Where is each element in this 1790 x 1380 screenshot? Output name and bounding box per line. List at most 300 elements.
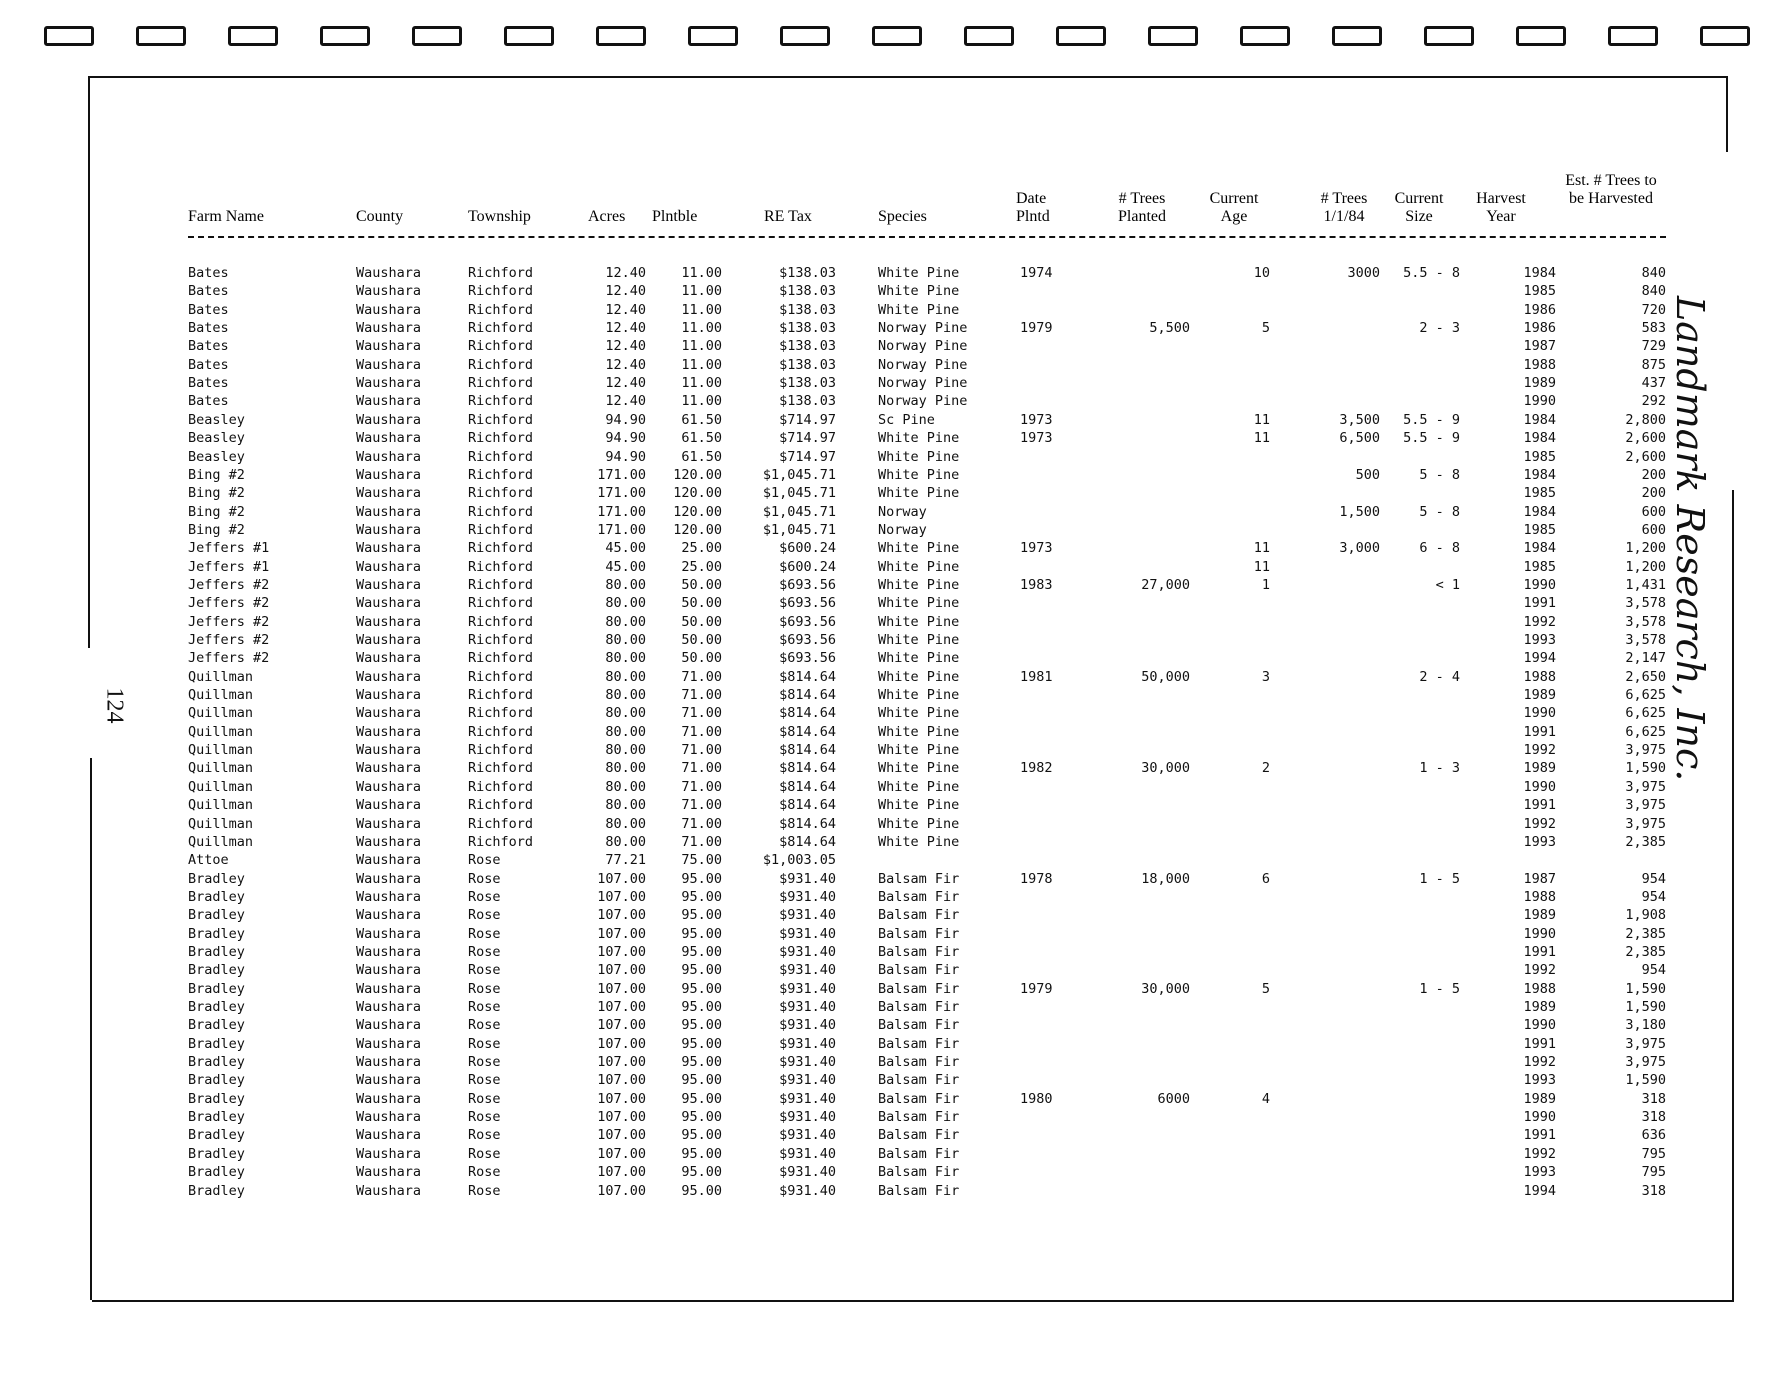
cell-township: Richford (468, 301, 534, 318)
cell-harvest-year: 1991 (1523, 595, 1556, 612)
cell-harvest-year: 1990 (1523, 705, 1556, 722)
cell-acres: 107.00 (597, 1090, 646, 1107)
cell-county: Waushara (356, 999, 422, 1015)
cell-current-size: 2 - 3 (1419, 320, 1460, 337)
cell-trees-planted: 18,000 (1141, 870, 1190, 887)
cell-township: Rose (468, 943, 501, 960)
cell-re-tax: $600.24 (779, 558, 836, 575)
cell-county: Waushara (356, 1090, 422, 1107)
cell-township: Richford (468, 632, 534, 648)
cell-acres: 77.21 (605, 852, 646, 869)
cell-current-age: 3 (1261, 668, 1270, 685)
cell-farm-name: Bradley (188, 925, 245, 942)
cell-acres: 107.00 (597, 1145, 646, 1162)
cell-current-size: 5.5 - 9 (1403, 411, 1460, 428)
cell-acres: 171.00 (597, 485, 646, 502)
cell-re-tax: $931.40 (779, 925, 836, 942)
cell-farm-name: Jeffers #2 (188, 632, 270, 648)
cell-harvest-year: 1985 (1523, 283, 1556, 300)
cell-plntble: 61.50 (681, 411, 722, 428)
cell-acres: 107.00 (597, 1164, 646, 1181)
cell-acres: 80.00 (605, 650, 646, 667)
cell-re-tax: $931.40 (779, 1145, 836, 1162)
cell-est-trees: 3,180 (1625, 1017, 1666, 1034)
cell-acres: 12.40 (605, 375, 646, 392)
binder-hole (1700, 26, 1750, 46)
cell-harvest-year: 1990 (1523, 393, 1556, 410)
cell-plntble: 95.00 (681, 980, 722, 997)
cell-species: Balsam Fir (878, 980, 960, 997)
cell-est-trees: 795 (1641, 1145, 1666, 1162)
cell-farm-name: Bates (188, 393, 229, 410)
cell-plntble: 95.00 (681, 1054, 722, 1071)
cell-county: Waushara (356, 870, 422, 887)
cell-acres: 45.00 (605, 540, 646, 557)
cell-farm-name: Bradley (188, 943, 245, 960)
cell-county: Waushara (356, 815, 422, 832)
cell-acres: 107.00 (597, 962, 646, 979)
cell-farm-name: Jeffers #2 (188, 650, 270, 667)
cell-acres: 107.00 (597, 1072, 646, 1089)
cell-harvest-year: 1990 (1523, 778, 1556, 795)
cell-township: Richford (468, 430, 534, 447)
cell-acres: 12.40 (605, 393, 646, 410)
cell-re-tax: $693.56 (779, 650, 836, 667)
cell-est-trees: 2,385 (1625, 833, 1666, 850)
cell-farm-name: Bates (188, 301, 229, 318)
binder-hole (1608, 26, 1658, 46)
cell-farm-name: Bing #2 (188, 521, 245, 538)
cell-current-age: 6 (1261, 870, 1270, 887)
cell-date-plntd: 1973 (1020, 430, 1053, 447)
cell-township: Richford (468, 356, 534, 373)
cell-harvest-year: 1985 (1523, 521, 1556, 538)
cell-farm-name: Bradley (188, 888, 245, 905)
cell-harvest-year: 1991 (1523, 1035, 1556, 1052)
cell-current-age: 11 (1253, 540, 1270, 557)
cell-est-trees: 795 (1641, 1164, 1666, 1181)
page-number: 124 (101, 687, 128, 724)
cell-trees-1184: 3,500 (1339, 411, 1380, 428)
cell-county: Waushara (356, 778, 422, 795)
binder-hole (44, 26, 94, 46)
cell-acres: 107.00 (597, 888, 646, 905)
cell-date-plntd: 1983 (1020, 576, 1053, 593)
cell-re-tax: $714.97 (779, 448, 836, 465)
cell-plntble: 71.00 (681, 833, 722, 850)
cell-plntble: 95.00 (681, 999, 722, 1015)
cell-harvest-year: 1985 (1523, 485, 1556, 502)
header-current-size: Current Size (1394, 190, 1444, 225)
header-township: Township (468, 208, 531, 225)
cell-date-plntd: 1979 (1020, 980, 1053, 997)
binder-hole (872, 26, 922, 46)
cell-township: Richford (468, 283, 534, 300)
cell-harvest-year: 1989 (1523, 687, 1556, 704)
cell-species: Norway (878, 521, 927, 538)
cell-species: White Pine (878, 650, 960, 667)
cell-township: Richford (468, 375, 534, 392)
cell-re-tax: $931.40 (779, 1182, 836, 1199)
cell-farm-name: Bradley (188, 1017, 245, 1034)
cell-farm-name: Beasley (188, 430, 245, 447)
cell-species: Norway Pine (878, 356, 968, 373)
cell-re-tax: $814.64 (779, 668, 836, 685)
cell-re-tax: $693.56 (779, 613, 836, 630)
cell-farm-name: Bradley (188, 870, 245, 887)
cell-county: Waushara (356, 540, 422, 557)
cell-township: Richford (468, 320, 534, 337)
cell-est-trees: 2,600 (1625, 448, 1666, 465)
cell-date-plntd: 1978 (1020, 870, 1053, 887)
cell-est-trees: 1,590 (1625, 760, 1666, 777)
cell-county: Waushara (356, 1164, 422, 1181)
cell-species: Balsam Fir (878, 1164, 960, 1181)
cell-est-trees: 1,200 (1625, 558, 1666, 575)
cell-harvest-year: 1994 (1523, 1182, 1556, 1199)
cell-plntble: 71.00 (681, 760, 722, 777)
cell-acres: 107.00 (597, 980, 646, 997)
cell-acres: 107.00 (597, 1127, 646, 1144)
cell-plntble: 95.00 (681, 888, 722, 905)
frame-line (1732, 490, 1734, 1300)
cell-harvest-year: 1989 (1523, 760, 1556, 777)
cell-plntble: 95.00 (681, 907, 722, 924)
cell-plntble: 71.00 (681, 742, 722, 759)
cell-acres: 80.00 (605, 668, 646, 685)
cell-township: Richford (468, 613, 534, 630)
cell-current-size: 1 - 5 (1419, 980, 1460, 997)
cell-harvest-year: 1993 (1523, 1072, 1556, 1089)
cell-township: Rose (468, 852, 501, 869)
cell-county: Waushara (356, 466, 422, 483)
cell-re-tax: $931.40 (779, 1035, 836, 1052)
cell-plntble: 95.00 (681, 1164, 722, 1181)
cell-township: Rose (468, 1035, 501, 1052)
header-trees-1184: # Trees 1/1/84 (1320, 190, 1368, 225)
cell-township: Richford (468, 815, 534, 832)
cell-county: Waushara (356, 797, 422, 814)
cell-harvest-year: 1992 (1523, 1145, 1556, 1162)
cell-harvest-year: 1984 (1523, 411, 1556, 428)
cell-species: White Pine (878, 301, 960, 318)
cell-county: Waushara (356, 448, 422, 465)
cell-township: Richford (468, 338, 534, 355)
cell-current-age: 11 (1253, 558, 1270, 575)
cell-species: White Pine (878, 265, 960, 281)
cell-harvest-year: 1993 (1523, 632, 1556, 648)
cell-species: White Pine (878, 705, 960, 722)
cell-township: Richford (468, 742, 534, 759)
cell-species: White Pine (878, 687, 960, 704)
cell-re-tax: $931.40 (779, 962, 836, 979)
cell-re-tax: $814.64 (779, 833, 836, 850)
cell-est-trees: 292 (1641, 393, 1666, 410)
cell-est-trees: 3,975 (1625, 815, 1666, 832)
cell-est-trees: 6,625 (1625, 687, 1666, 704)
cell-re-tax: $931.40 (779, 1017, 836, 1034)
cell-current-age: 5 (1261, 320, 1270, 337)
cell-species: Balsam Fir (878, 943, 960, 960)
cell-plntble: 61.50 (681, 448, 722, 465)
cell-farm-name: Bates (188, 375, 229, 392)
cell-farm-name: Quillman (188, 742, 254, 759)
cell-acres: 45.00 (605, 558, 646, 575)
cell-harvest-year: 1987 (1523, 338, 1556, 355)
cell-farm-name: Bates (188, 320, 229, 337)
cell-plntble: 11.00 (681, 393, 722, 410)
cell-acres: 94.90 (605, 448, 646, 465)
cell-acres: 107.00 (597, 1109, 646, 1126)
cell-county: Waushara (356, 1145, 422, 1162)
cell-acres: 107.00 (597, 870, 646, 887)
binder-hole (136, 26, 186, 46)
cell-est-trees: 6,625 (1625, 705, 1666, 722)
cell-county: Waushara (356, 980, 422, 997)
cell-current-size: < 1 (1435, 576, 1460, 593)
cell-est-trees: 2,385 (1625, 943, 1666, 960)
cell-species: White Pine (878, 485, 960, 502)
cell-harvest-year: 1988 (1523, 980, 1556, 997)
cell-plntble: 11.00 (681, 265, 722, 281)
cell-current-size: 5.5 - 8 (1403, 265, 1460, 281)
binder-hole (780, 26, 830, 46)
cell-harvest-year: 1991 (1523, 723, 1556, 740)
cell-plntble: 11.00 (681, 356, 722, 373)
cell-est-trees: 318 (1641, 1109, 1666, 1126)
cell-est-trees: 2,800 (1625, 411, 1666, 428)
cell-species: Balsam Fir (878, 1054, 960, 1071)
cell-species: Balsam Fir (878, 1127, 960, 1144)
cell-species: White Pine (878, 833, 960, 850)
cell-farm-name: Quillman (188, 833, 254, 850)
cell-species: Balsam Fir (878, 1017, 960, 1034)
cell-county: Waushara (356, 393, 422, 410)
cell-farm-name: Beasley (188, 448, 245, 465)
cell-township: Richford (468, 540, 534, 557)
cell-township: Rose (468, 888, 501, 905)
cell-township: Richford (468, 393, 534, 410)
cell-species: White Pine (878, 613, 960, 630)
cell-current-age: 2 (1261, 760, 1270, 777)
cell-re-tax: $814.64 (779, 815, 836, 832)
cell-est-trees: 437 (1641, 375, 1666, 392)
cell-harvest-year: 1992 (1523, 1054, 1556, 1071)
cell-plntble: 95.00 (681, 870, 722, 887)
header-date-plntd: Date Plntd (1016, 190, 1050, 225)
cell-species: White Pine (878, 632, 960, 648)
cell-species: Balsam Fir (878, 1182, 960, 1199)
cell-current-size: 6 - 8 (1419, 540, 1460, 557)
cell-current-age: 11 (1253, 411, 1270, 428)
cell-county: Waushara (356, 576, 422, 593)
cell-acres: 12.40 (605, 265, 646, 281)
cell-re-tax: $814.64 (779, 778, 836, 795)
cell-species: Balsam Fir (878, 999, 960, 1015)
cell-est-trees: 3,975 (1625, 1054, 1666, 1071)
cell-re-tax: $931.40 (779, 1090, 836, 1107)
cell-county: Waushara (356, 375, 422, 392)
cell-farm-name: Quillman (188, 723, 254, 740)
cell-harvest-year: 1987 (1523, 870, 1556, 887)
cell-harvest-year: 1992 (1523, 815, 1556, 832)
cell-re-tax: $693.56 (779, 595, 836, 612)
cell-est-trees: 3,578 (1625, 632, 1666, 648)
cell-est-trees: 583 (1641, 320, 1666, 337)
cell-farm-name: Bradley (188, 1072, 245, 1089)
cell-date-plntd: 1981 (1020, 668, 1053, 685)
cell-township: Rose (468, 1145, 501, 1162)
cell-plntble: 50.00 (681, 576, 722, 593)
cell-species: Sc Pine (878, 411, 935, 428)
cell-harvest-year: 1989 (1523, 907, 1556, 924)
cell-est-trees: 6,625 (1625, 723, 1666, 740)
header-est-trees: Est. # Trees to be Harvested (1565, 172, 1657, 207)
cell-farm-name: Attoe (188, 852, 229, 869)
cell-species: Balsam Fir (878, 870, 960, 887)
cell-current-age: 10 (1253, 265, 1270, 281)
cell-est-trees: 3,975 (1625, 797, 1666, 814)
cell-harvest-year: 1984 (1523, 430, 1556, 447)
cell-species: White Pine (878, 448, 960, 465)
cell-farm-name: Bates (188, 265, 229, 281)
cell-township: Rose (468, 870, 501, 887)
cell-est-trees: 3,975 (1625, 742, 1666, 759)
cell-county: Waushara (356, 1182, 422, 1199)
cell-trees-1184: 6,500 (1339, 430, 1380, 447)
cell-harvest-year: 1984 (1523, 503, 1556, 520)
cell-date-plntd: 1973 (1020, 411, 1053, 428)
cell-county: Waushara (356, 925, 422, 942)
cell-species: Norway Pine (878, 375, 968, 392)
cell-species: Balsam Fir (878, 962, 960, 979)
cell-acres: 107.00 (597, 1182, 646, 1199)
cell-plntble: 95.00 (681, 1090, 722, 1107)
cell-species: White Pine (878, 723, 960, 740)
cell-re-tax: $814.64 (779, 742, 836, 759)
cell-est-trees: 2,600 (1625, 430, 1666, 447)
cell-plntble: 71.00 (681, 668, 722, 685)
cell-county: Waushara (356, 521, 422, 538)
cell-plntble: 11.00 (681, 301, 722, 318)
cell-harvest-year: 1990 (1523, 925, 1556, 942)
cell-plntble: 120.00 (673, 485, 722, 502)
cell-date-plntd: 1974 (1020, 265, 1053, 281)
header-farm-name: Farm Name (188, 208, 264, 225)
cell-farm-name: Quillman (188, 778, 254, 795)
cell-date-plntd: 1982 (1020, 760, 1053, 777)
cell-county: Waushara (356, 833, 422, 850)
cell-plntble: 120.00 (673, 466, 722, 483)
cell-acres: 107.00 (597, 999, 646, 1015)
cell-est-trees: 2,147 (1625, 650, 1666, 667)
cell-township: Richford (468, 833, 534, 850)
cell-township: Rose (468, 907, 501, 924)
cell-farm-name: Bradley (188, 1164, 245, 1181)
binder-hole (504, 26, 554, 46)
cell-species: White Pine (878, 815, 960, 832)
binder-hole (228, 26, 278, 46)
cell-re-tax: $814.64 (779, 760, 836, 777)
cell-acres: 12.40 (605, 356, 646, 373)
cell-re-tax: $600.24 (779, 540, 836, 557)
cell-re-tax: $931.40 (779, 1072, 836, 1089)
cell-est-trees: 3,578 (1625, 595, 1666, 612)
cell-species: Balsam Fir (878, 1090, 960, 1107)
cell-acres: 171.00 (597, 503, 646, 520)
cell-acres: 80.00 (605, 815, 646, 832)
cell-re-tax: $931.40 (779, 1109, 836, 1126)
cell-est-trees: 600 (1641, 503, 1666, 520)
cell-county: Waushara (356, 962, 422, 979)
cell-re-tax: $138.03 (779, 320, 836, 337)
cell-township: Richford (468, 485, 534, 502)
cell-farm-name: Bing #2 (188, 485, 245, 502)
cell-acres: 107.00 (597, 1017, 646, 1034)
cell-township: Richford (468, 576, 534, 593)
cell-harvest-year: 1991 (1523, 943, 1556, 960)
binder-hole (1332, 26, 1382, 46)
cell-farm-name: Jeffers #1 (188, 558, 270, 575)
cell-harvest-year: 1991 (1523, 797, 1556, 814)
cell-county: Waushara (356, 723, 422, 740)
cell-est-trees: 1,431 (1625, 576, 1666, 593)
cell-acres: 80.00 (605, 833, 646, 850)
cell-est-trees: 200 (1641, 466, 1666, 483)
cell-est-trees: 954 (1641, 888, 1666, 905)
cell-plntble: 120.00 (673, 521, 722, 538)
cell-est-trees: 2,650 (1625, 668, 1666, 685)
cell-acres: 12.40 (605, 283, 646, 300)
cell-township: Richford (468, 503, 534, 520)
cell-trees-planted: 5,500 (1149, 320, 1190, 337)
cell-species: Balsam Fir (878, 1072, 960, 1089)
cell-plntble: 95.00 (681, 1182, 722, 1199)
binder-hole (1148, 26, 1198, 46)
cell-acres: 107.00 (597, 1054, 646, 1071)
binder-hole (1240, 26, 1290, 46)
cell-harvest-year: 1992 (1523, 613, 1556, 630)
cell-est-trees: 636 (1641, 1127, 1666, 1144)
binder-hole (964, 26, 1014, 46)
cell-est-trees: 3,578 (1625, 613, 1666, 630)
cell-re-tax: $138.03 (779, 301, 836, 318)
cell-species: White Pine (878, 540, 960, 557)
frame-line (88, 76, 1728, 78)
binder-hole (1056, 26, 1106, 46)
cell-county: Waushara (356, 1072, 422, 1089)
cell-species: White Pine (878, 283, 960, 300)
binder-hole (1424, 26, 1474, 46)
cell-species: Balsam Fir (878, 888, 960, 905)
cell-farm-name: Jeffers #2 (188, 613, 270, 630)
cell-re-tax: $138.03 (779, 265, 836, 281)
cell-plntble: 11.00 (681, 375, 722, 392)
frame-line (92, 1300, 1734, 1302)
cell-harvest-year: 1989 (1523, 375, 1556, 392)
cell-re-tax: $931.40 (779, 907, 836, 924)
cell-farm-name: Jeffers #2 (188, 595, 270, 612)
cell-township: Rose (468, 1072, 501, 1089)
cell-county: Waushara (356, 265, 422, 281)
cell-farm-name: Bing #2 (188, 503, 245, 520)
cell-re-tax: $931.40 (779, 888, 836, 905)
cell-re-tax: $693.56 (779, 576, 836, 593)
cell-acres: 12.40 (605, 320, 646, 337)
cell-county: Waushara (356, 760, 422, 777)
cell-county: Waushara (356, 943, 422, 960)
cell-trees-planted: 50,000 (1141, 668, 1190, 685)
